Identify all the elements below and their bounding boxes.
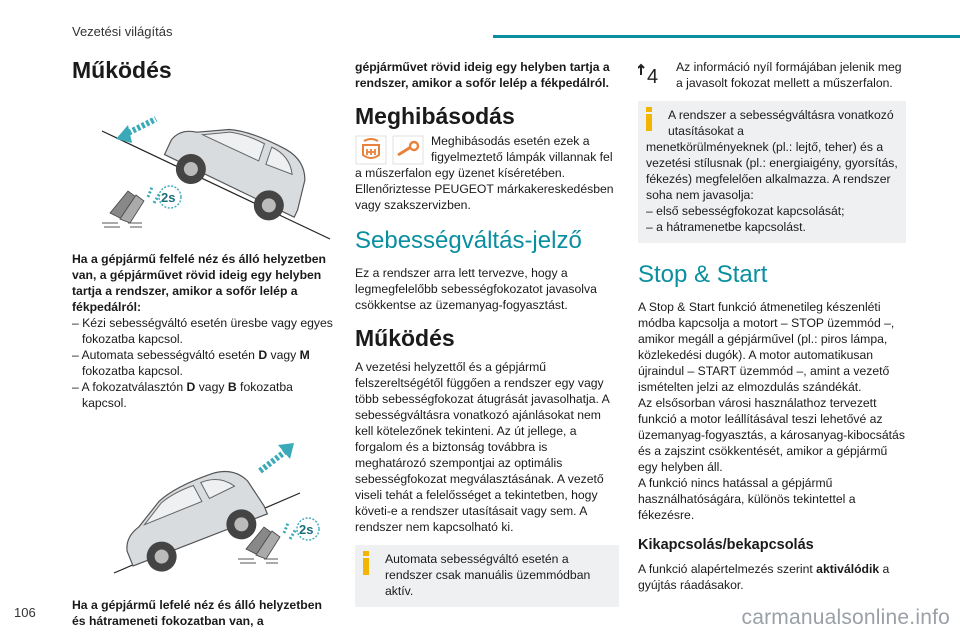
gearbox-warning-icon	[355, 135, 387, 165]
downhill-description-cont: gépjárművet rövid ideig egy helyben tartja a rendszer, amikor a sofőr lelép a fékpedálról.	[355, 60, 610, 90]
fault-text-1: Meghibásodás esetén ezek a figyelmeztető lámpák villannak fel	[431, 134, 613, 165]
gsi-operation-text: A vezetési helyzettől és a gépjármű felszereltségétől függően a rendszer egy vagy több sebességfokozat átugrását javasolhatja. A sebességváltásra vonatkozó ajánlásokat nem kell kötelezőnek tekinteni. Az út jellege, a forgalom és a biztonság továbbra is meghatározó szempontjai az optimális sebességfokozat megválasztásának. A vezető viseli tehát a felelősséget a tekintetben, hogy követi-e a rendszer utasításait vagy sem. A rendszer nem kapcsolható ki.	[355, 360, 610, 535]
stop-start-text-1: A Stop & Start funkció átmenetileg készenléti módba kapcsolja a motort – STOP üzemmód –, amikor megáll a gépjárművel (pl.: piros lámpa, közlekedési dugók). A motor automatikusan újraindul – START üzemmód –, amint a vezető ismételten jelzi az elmozdulás szándékát.	[638, 299, 895, 394]
heading-operation-2: Működés	[355, 325, 455, 352]
stop-start-text-3: A funkció nincs hatással a gépjármű használhatóságára, különös tekintettel a fékezésre.	[638, 475, 856, 522]
gear-shift-indicator-icon	[638, 61, 664, 87]
column-2	[355, 56, 619, 607]
gear-indicator-row	[638, 61, 906, 91]
running-header: Vezetési világítás	[72, 24, 173, 39]
heading-on-off: Kikapcsolás/bekapcsolás	[638, 536, 814, 553]
uphill-item-auto: – Automata sebességváltó esetén D vagy M fokozatba kapcsol.	[72, 348, 310, 379]
info-icon	[644, 107, 654, 131]
heading-gear-shift-indicator: Sebességváltás-jelző	[355, 227, 582, 255]
heading-operation-1: Működés	[72, 57, 172, 83]
column-1	[72, 56, 334, 629]
downhill-description: Ha a gépjármű lefelé néz és álló helyzetben és hátrameneti fokozatban van, a	[72, 598, 322, 629]
timer-2s-label-2: 2s	[299, 522, 314, 538]
watermark: carmanualsonline.info	[741, 606, 950, 629]
header-accent-bar	[493, 35, 960, 38]
note-conditions-item-1: – első sebességfokozat kapcsolását;	[646, 204, 845, 218]
note-conditions-rest: menetkörülményeknek (pl.: lejtő, teher) és a vezetési stílusnak (pl.: energiaigény, gyorsítás, fékezés) megfelelően alkalmazza. A rendszer soha nem javasolja:	[646, 140, 898, 202]
gsi-intro: Ez a rendszer arra lett tervezve, hogy a legmegfelelőbb sebességfokozatot javasolva csökkentse az üzemanyag-fogyasztást.	[355, 266, 597, 313]
uphill-item-selector: – A fokozatválasztón D vagy B fokozatba kapcsol.	[72, 380, 293, 411]
note-automatic-text: Automata sebességváltó esetén a rendszer csak manuális üzemmódban aktív.	[385, 552, 591, 599]
heading-stop-start: Stop & Start	[638, 261, 768, 288]
heading-fault: Meghibásodás	[355, 103, 515, 129]
note-automatic	[355, 545, 619, 607]
uphill-item-manual: – Kézi sebességváltó esetén üresbe vagy egyes fokozatba kapcsol.	[72, 316, 333, 347]
info-icon	[361, 551, 371, 575]
car-uphill-figure	[72, 93, 334, 243]
gear-indicator-number: 4	[647, 66, 659, 87]
timer-2s-label-1: 2s	[161, 190, 176, 206]
note-conditions-first: A rendszer a sebességváltásra vonatkozó utasításokat a	[668, 108, 894, 138]
wrench-warning-icon	[392, 135, 424, 165]
fault-text-2: a műszerfalon egy üzenet kíséretében. Ellenőriztesse PEUGEOT márkakereskedésben vagy szakszervizben.	[355, 166, 614, 213]
uphill-description: Ha a gépjármű felfelé néz és álló helyzetben van, a gépjárművet rövid ideig egy helyben tartja a rendszer, amikor a sofőr lelép a fékpedálról:	[72, 252, 326, 315]
fault-row	[355, 135, 619, 165]
car-downhill-figure	[72, 433, 334, 583]
on-off-text: A funkció alapértelmezés szerint aktiválódik a gyújtás ráadásakor.	[638, 561, 890, 592]
note-conditions	[638, 101, 906, 243]
column-3	[638, 56, 906, 593]
note-conditions-item-2: – a hátramenetbe kapcsolást.	[646, 220, 806, 234]
stop-start-text-2: Az elsősorban városi használathoz tervezett funkció a motor leállításával teszi lehetővé az üzemanyag-fogyasztás, a károsanyag-kibocsátás és a zajszint csökkentését, amikor a gépjármű egy helyben áll.	[638, 395, 905, 474]
gear-indicator-text: Az információ nyíl formájában jelenik meg a javasolt fokozat mellett a műszerfalon.	[676, 60, 902, 90]
page-number: 106	[14, 605, 36, 620]
